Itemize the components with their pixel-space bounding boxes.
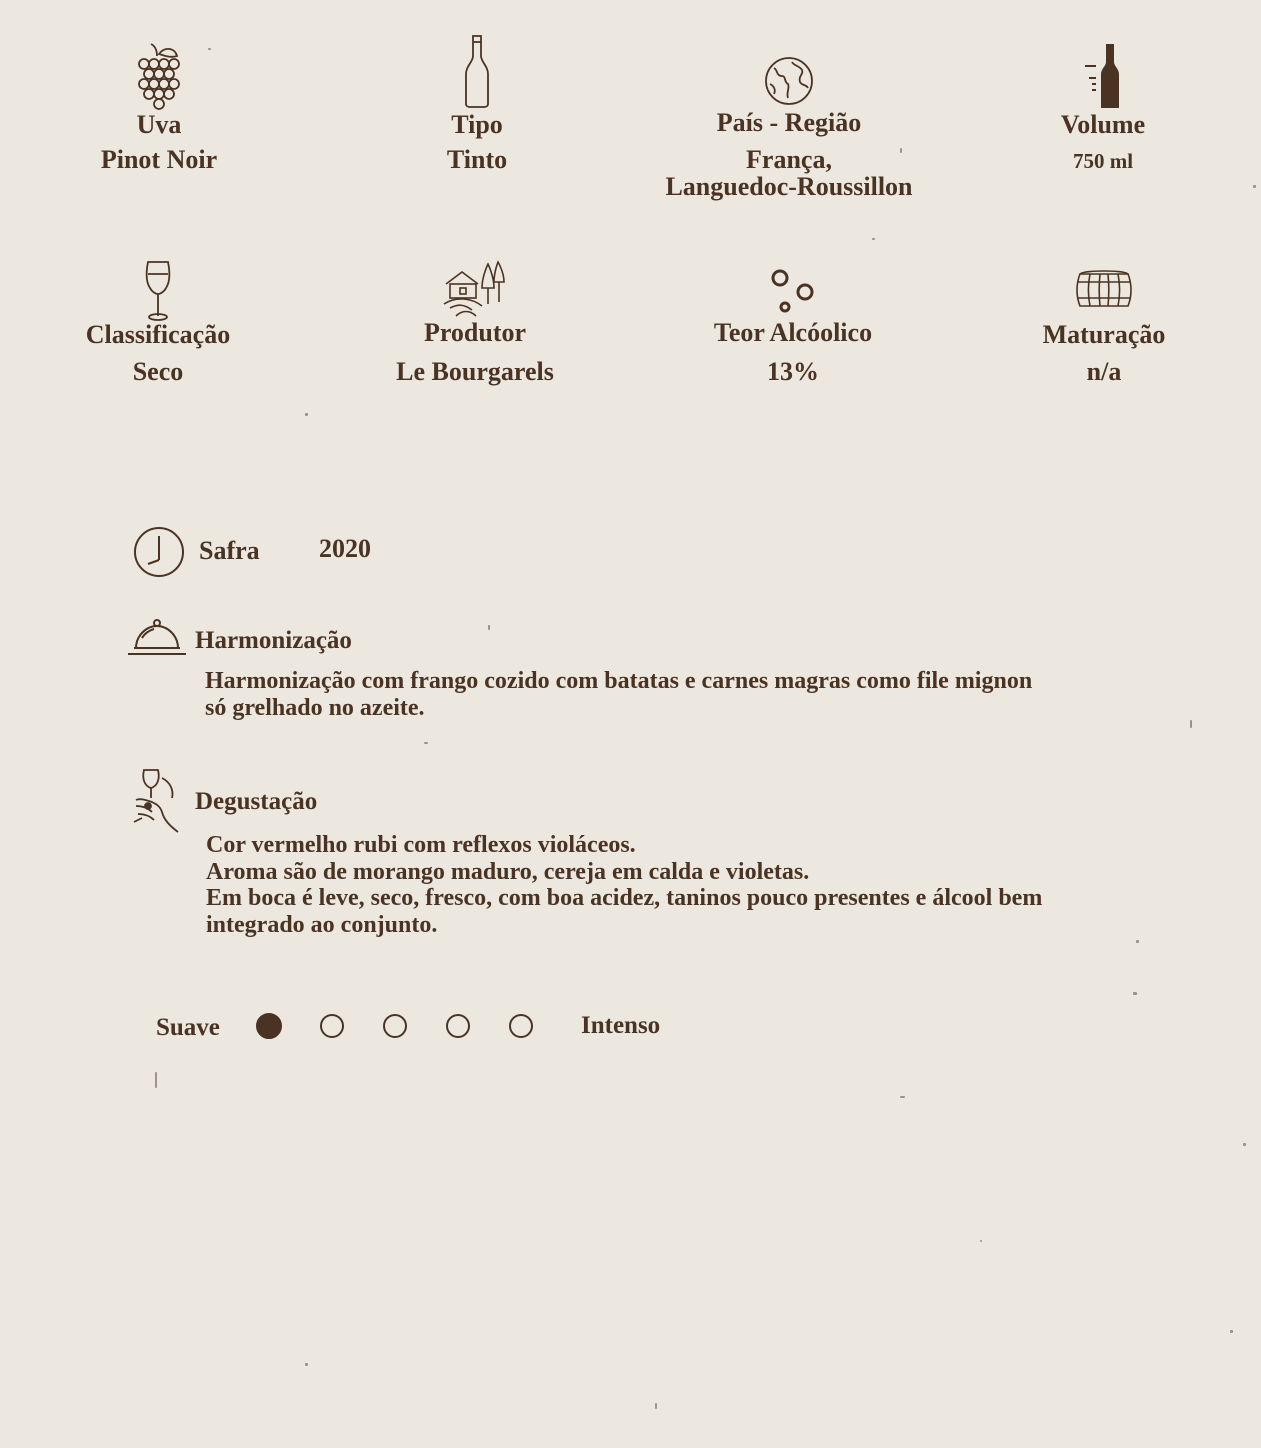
tasting-text: Cor vermelho rubi com reflexos violáceos. Aroma são de morango maduro, cereja em calda e violetas. Em boca é leve, seco, fresco, com boa acidez, taninos pouco presentes e álcool bem integrado ao conjunto. — [206, 832, 1043, 938]
attribute-label: Teor Alcóolico — [713, 318, 873, 347]
wine-glass-icon — [144, 260, 172, 322]
safra-label: Safra — [199, 536, 260, 565]
attribute-value: 13% — [767, 357, 819, 386]
intensity-dot — [383, 1014, 407, 1038]
attribute-alcohol — [663, 266, 923, 396]
attribute-value: França, Languedoc-Roussillon — [665, 145, 913, 201]
attribute-country-region — [659, 56, 919, 216]
attribute-label: Produtor — [423, 318, 527, 347]
attribute-maturation — [974, 268, 1234, 398]
winery-icon — [442, 260, 508, 318]
attribute-producer — [345, 258, 605, 398]
attribute-value: 750 ml — [1072, 149, 1134, 173]
intensity-dot — [509, 1014, 533, 1038]
attribute-value: n/a — [1086, 357, 1122, 386]
attribute-type — [347, 34, 607, 214]
attribute-label: País - Região — [716, 108, 862, 137]
intensity-max-label: Intenso — [581, 1012, 661, 1039]
safra-value: 2020 — [319, 534, 371, 563]
clock-icon — [133, 526, 185, 578]
attribute-value: Seco — [132, 357, 184, 386]
intensity-dot — [446, 1014, 470, 1038]
attribute-classification — [28, 258, 288, 398]
tasting-title: Degustação — [195, 788, 318, 815]
attribute-label: Uva — [136, 110, 182, 139]
globe-icon — [764, 56, 814, 106]
intensity-min-label: Suave — [156, 1014, 220, 1041]
grapes-icon — [135, 42, 183, 112]
attribute-volume — [973, 40, 1233, 200]
attribute-label: Tipo — [451, 110, 503, 139]
harmonization-text: Harmonização com frango cozido com batatas e carnes magras como file mignon só grelhado no azeite. — [205, 668, 1033, 721]
attribute-value: Tinto — [446, 145, 508, 174]
attribute-grape — [29, 40, 289, 220]
tasting-hand-icon — [132, 766, 182, 836]
bottle-outline-icon — [464, 34, 490, 108]
intensity-dot — [320, 1014, 344, 1038]
attribute-label: Volume — [1060, 110, 1146, 139]
harmonization-title: Harmonização — [195, 627, 352, 654]
attribute-value: Le Bourgarels — [396, 357, 554, 386]
attribute-value: Pinot Noir — [100, 145, 218, 174]
bottle-volume-icon — [1083, 42, 1123, 110]
attribute-label: Classificação — [85, 320, 231, 349]
cloche-icon — [128, 618, 188, 658]
intensity-dot — [256, 1013, 282, 1039]
bubbles-icon — [769, 268, 817, 314]
attribute-label: Maturação — [1042, 320, 1166, 349]
barrel-icon — [1074, 268, 1134, 312]
